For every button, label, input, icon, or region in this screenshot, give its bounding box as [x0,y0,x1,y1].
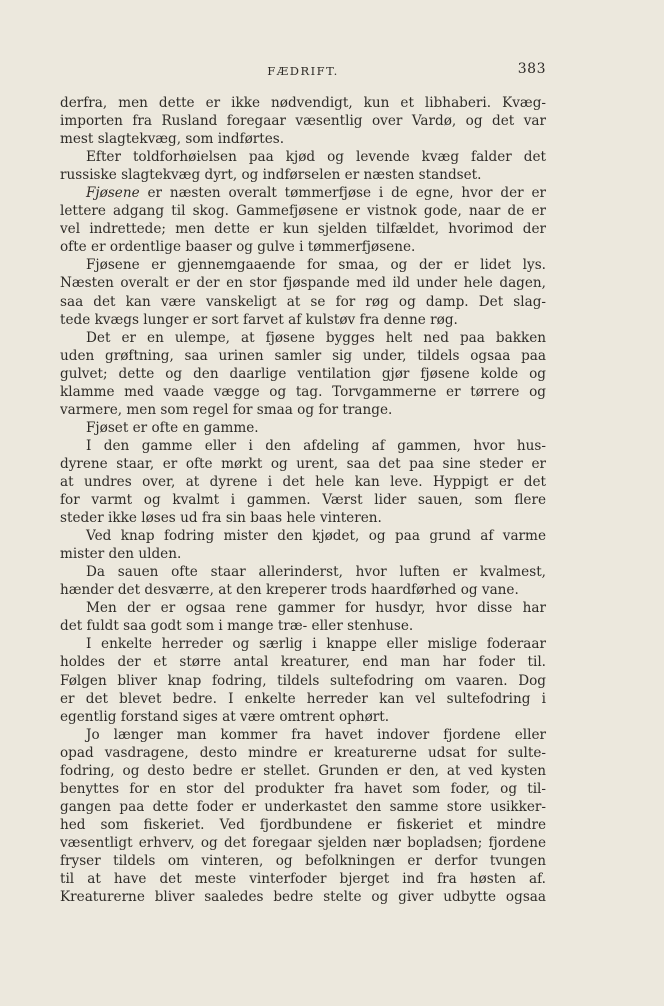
text-line: importen fra Rusland foregaar væsentlig over Vardø, og det var [60,113,546,130]
text-line: Da sauen ofte staar allerinderst, hvor luften er kvalmest, [86,564,546,581]
text-line: fryser tildels om vinteren, og befolkningen er derfor tvungen [60,852,546,869]
text-line: Fjøset er ofte en gamme. [86,419,259,436]
body-text [60,94,546,906]
running-title: FÆDRIFT. [267,64,339,78]
text-line: I den gamme eller i den afdeling af gammen, hvor hus- [86,437,546,454]
text-line: Efter toldforhøielsen paa kjød og levende kvæg falder det [86,149,546,166]
text-line: russiske slagtekvæg dyrt, og indførselen er næsten standset. [60,167,482,184]
text-line: Ved knap fodring mister den kjødet, og paa grund af varme [86,528,546,545]
text-line: gulvet; dette og den daarlige ventilation gjør fjøsene kolde og [60,365,546,382]
text-line: varmere, men som regel for smaa og for trange. [60,401,393,418]
italic-term: Fjøsene [86,185,140,202]
text-line: Følgen bliver knap fodring, tildels sultefodring om vaaren. Dog [60,672,546,689]
text-line: hed som fiskeriet. Ved fjordbundene er fiskeriet et mindre [60,816,546,833]
text-line: klamme med vaade vægge og tag. Torvgammerne er tørrere og [60,383,546,400]
text-line: vel indrettede; men dette er kun sjelden tilfældet, hvorimod der [60,221,546,238]
running-head [60,61,546,80]
text-line: for varmt og kvalmt i gammen. Værst lider sauen, som flere [60,492,546,509]
text-line [60,184,546,202]
text-line: uden grøftning, saa urinen samler sig under, tildels ogsaa paa [60,347,546,364]
text-line: steder ikke løses ud fra sin baas hele vinteren. [60,510,382,527]
text-line: gangen paa dette foder er underkastet den samme store usikker- [60,798,546,815]
text-line: Det er en ulempe, at fjøsene bygges helt ned paa bakken [86,329,546,346]
text-line: Kreaturerne bliver saaledes bedre stelte og giver udbytte ogsaa [60,889,546,906]
text-line: til at have det meste vinterfoder bjerget ind fra høsten af. [60,871,546,888]
text-line: lettere adgang til skog. Gammefjøsene er vistnok gode, naar de er [60,203,546,220]
text-line: at undres over, at dyrene i det hele kan leve. Hyppigt er det [60,473,546,490]
text-line: hænder det desværre, at den kreperer trods haardførhed og vane. [60,582,519,599]
text-line: derfra, men dette er ikke nødvendigt, kun et libhaberi. Kvæg- [60,95,546,111]
text-line: tede kvægs lunger er sort farvet af kulstøv fra denne røg. [60,311,458,328]
text-line: dyrene staar, er ofte mørkt og urent, saa det paa sine steder er [60,455,546,472]
text-line: Men der er ogsaa rene gammer for husdyr, hvor disse har [86,600,546,617]
text-line-rest: er næsten overalt tømmerfjøse i de egne, hvor der er [147,185,546,202]
text-line: mister den ulden. [60,546,182,563]
text-line: fodring, og desto bedre er stellet. Grunden er den, at ved kysten [60,762,546,779]
text-line: det fuldt saa godt som i mange træ- eller stenhuse. [60,618,414,635]
text-line: væsentligt erhverv, og det foregaar sjelden nær bopladsen; fjordene [60,834,546,851]
text-line: Næsten overalt er der en stor fjøspande med ild under hele dagen, [60,275,546,292]
text-line: ofte er ordentlige baaser og gulve i tømmerfjøsene. [60,239,416,256]
text-line: opad vasdragene, desto mindre er kreaturerne udsat for sulte- [60,744,546,761]
text-line: benyttes for en stor del produkter fra havet som foder, og til- [60,780,546,797]
page-number: 383 [517,61,546,77]
text-line: egentlig forstand siges at være omtrent ophørt. [60,708,390,725]
text-line: saa det kan være vanskeligt at se for røg og damp. Det slag- [60,293,546,310]
text-line: er det blevet bedre. I enkelte herreder kan vel sultefodring i [60,690,546,707]
text-line: Fjøsene er gjennemgaaende for smaa, og der er lidet lys. [86,257,546,274]
text-line: mest slagtekvæg, som indførtes. [60,131,285,148]
text-line: holdes der et større antal kreaturer, end man har foder til. [60,654,546,671]
text-line: I enkelte herreder og særlig i knappe eller mislige foderaar [86,636,546,653]
text-line: Jo længer man kommer fra havet indover fjordene eller [86,726,546,743]
